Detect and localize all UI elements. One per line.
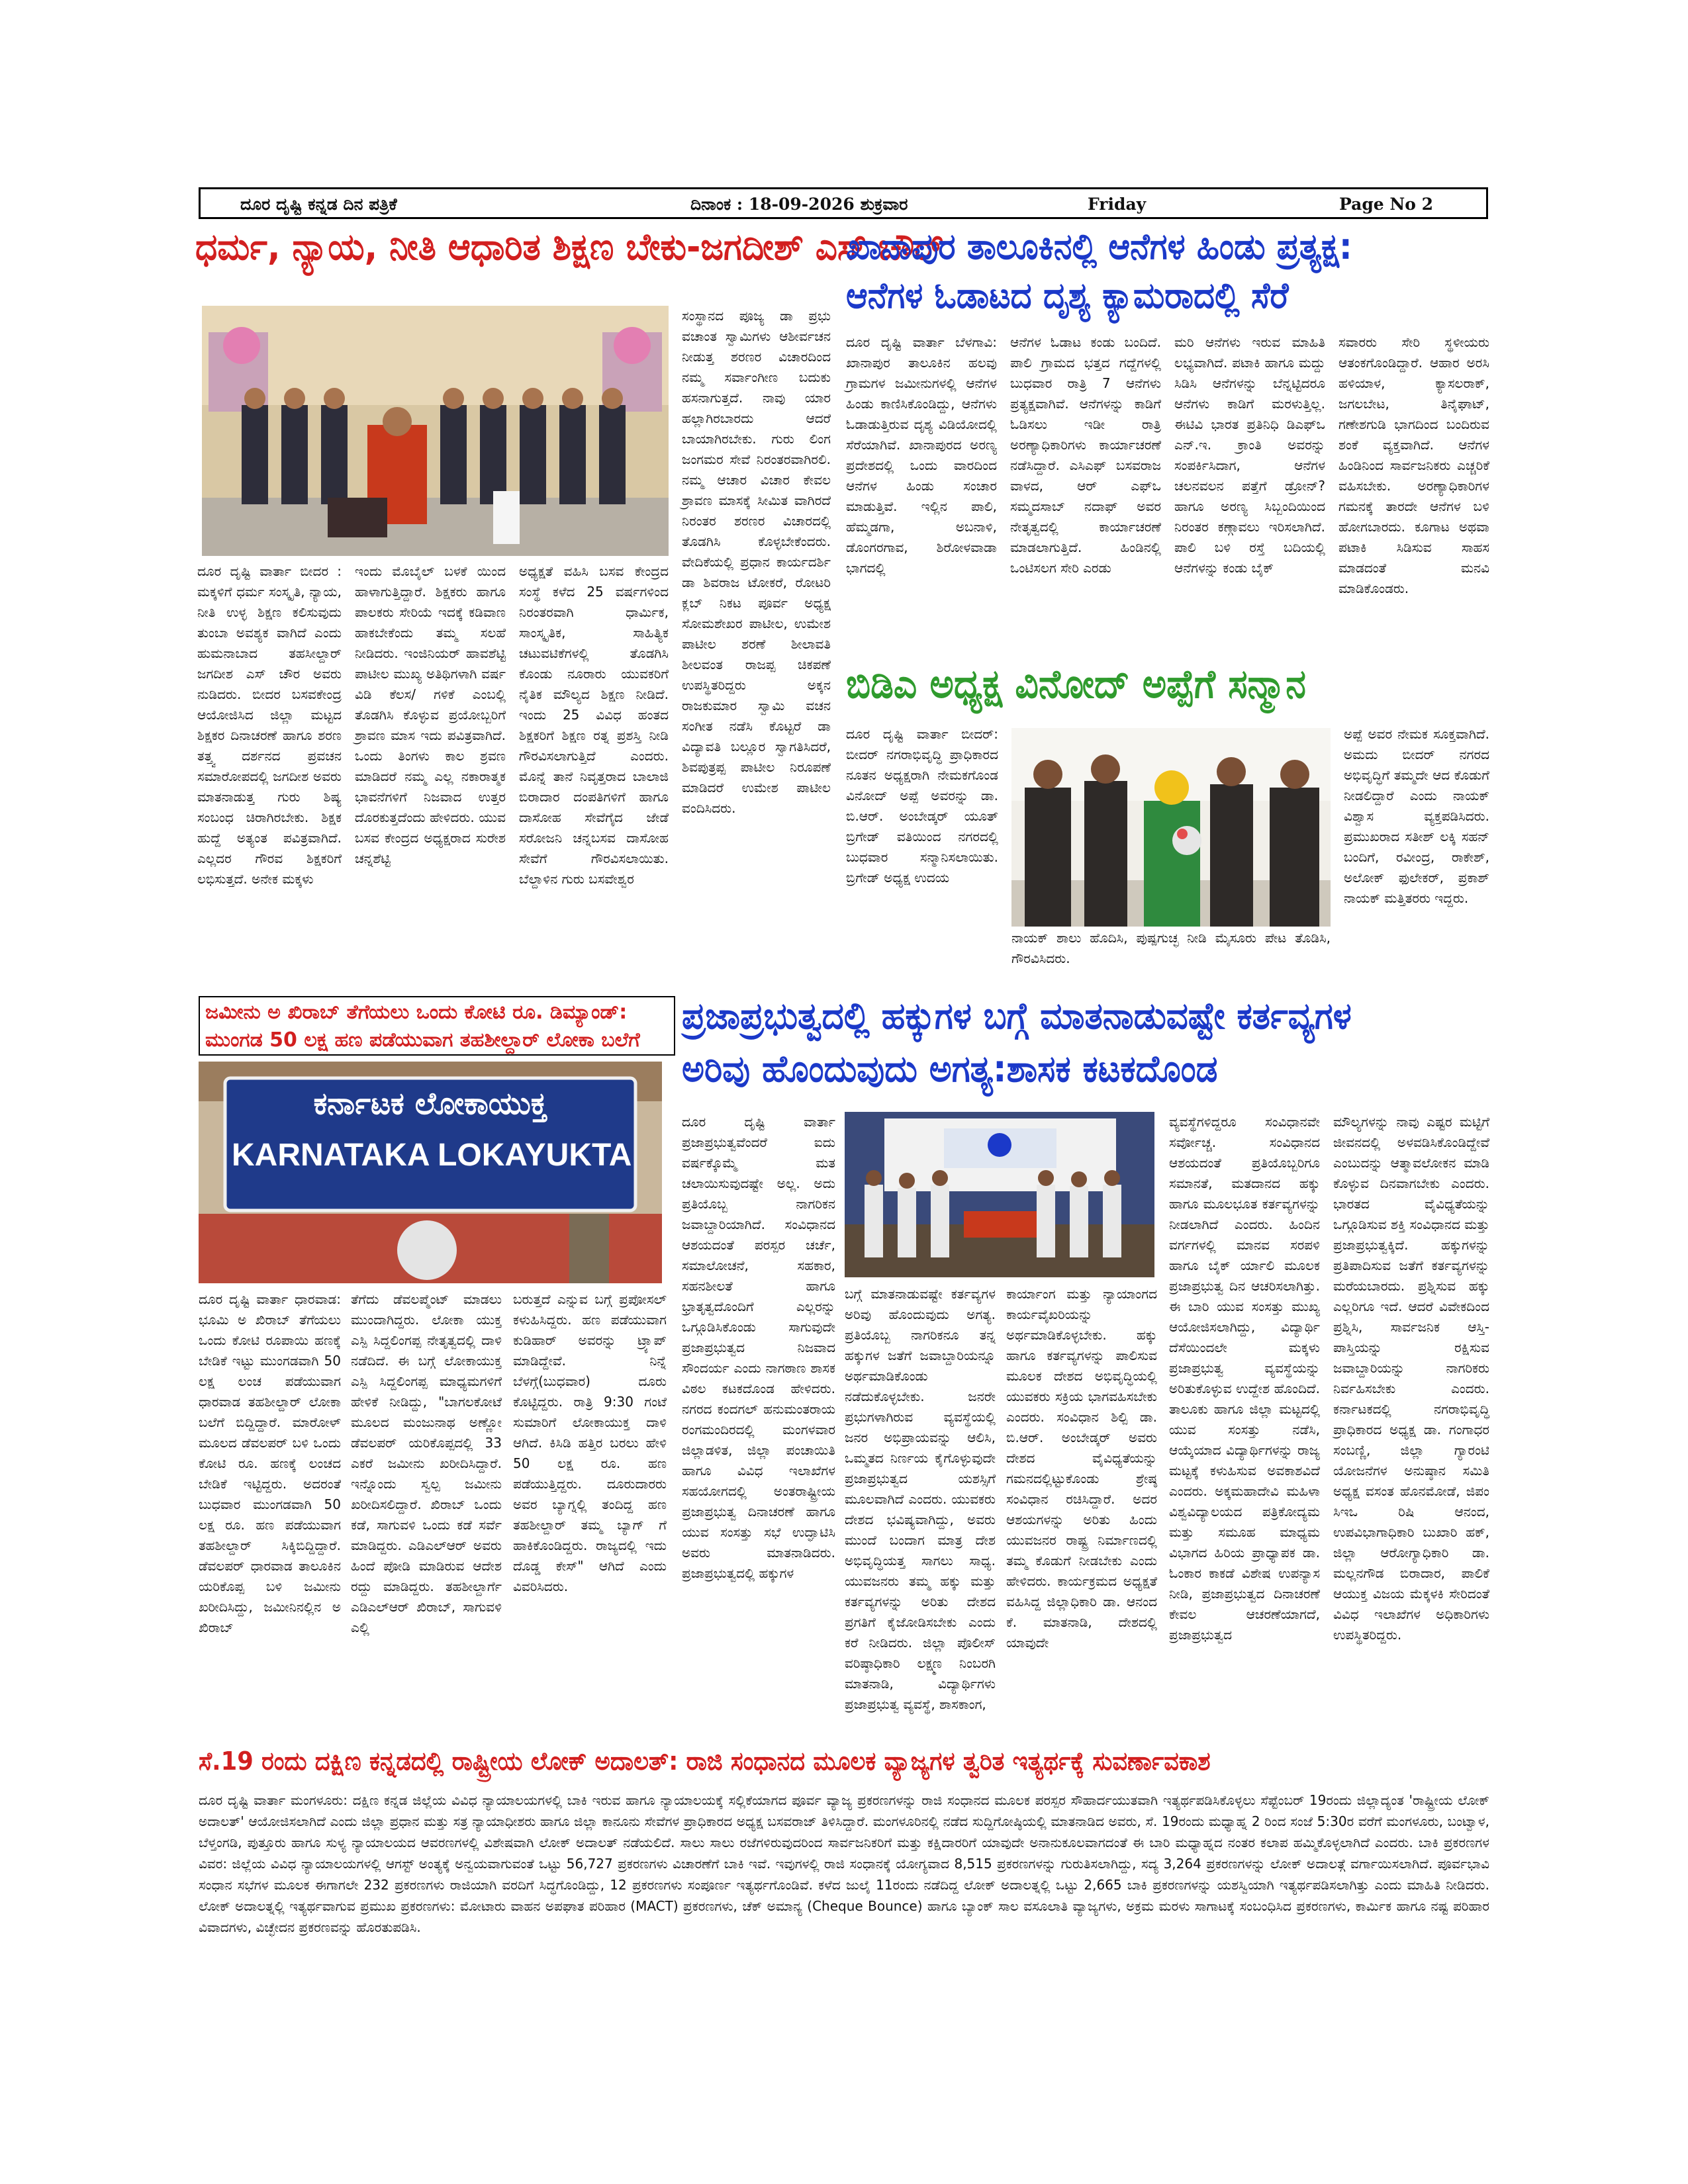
story2-column-3: ಮರಿ ಆನೆಗಳು ಇರುವ ಮಾಹಿತಿ ಲಭ್ಯವಾಗಿದೆ. ಪಟಾಕಿ ಹಾಗೂ ಮದ್ದು ಸಿಡಿಸಿ ಆನೆಗಳನ್ನು ಬೆನ್ನಟ್ಟಿದರೂ ಆನೆಗಳು ಕಾಡಿಗೆ ಮರಳುತ್ತಿಲ್ಲ. ಈಟಿವಿ ಭಾರತ ಪ್ರತಿನಿಧಿ ಡಿಎಫ್ಒ ಎನ್.ಇ. ಕ್ರಾಂತಿ ಅವರನ್ನು ಸಂಪರ್ಕಿಸಿದಾಗ, ಆನೆಗಳ ಚಲನವಲನ ಪತ್ತೆಗೆ ಡ್ರೋನ್? ಹಾಗೂ ಅರಣ್ಯ ಸಿಬ್ಬಂದಿಯಿಂದ ನಿರಂತರ ಕಣ್ಗಾವಲು ಇರಿಸಲಾಗಿದೆ. ಪಾಲಿ ಬಳಿ ರಸ್ತೆ ಬದಿಯಲ್ಲಿ ಆನೆಗಳನ್ನು ಕಂಡು ಬೈಕ್ <box>1174 334 1325 576</box>
story4-headline-line2: ಮುಂಗಡ 50 ಲಕ್ಷ ಹಣ ಪಡೆಯುವಾಗ ತಹಶೀಲ್ದಾರ್ ಲೋಕಾ ಬಲೆಗೆ <box>205 1028 640 1052</box>
story5-headline-line1: ಪ್ರಜಾಪ್ರಭುತ್ವದಲ್ಲಿ ಹಕ್ಕುಗಳ ಬಗ್ಗೆ ಮಾತನಾಡುವಷ್ಟೇ ಕರ್ತವ್ಯಗಳ <box>682 995 1352 1038</box>
story5-column-2: ಬಗ್ಗೆ ಮಾತನಾಡುವಷ್ಟೇ ಕರ್ತವ್ಯಗಳ ಅರಿವು ಹೊಂದುವುದು ಅಗತ್ಯ. ಪ್ರತಿಯೊಬ್ಬ ನಾಗರಿಕನೂ ತನ್ನ ಹಕ್ಕುಗಳ ಜತೆಗೆ ಜವಾಬ್ದಾರಿಯನ್ನೂ ಅರ್ಥಮಾಡಿಕೊಂಡು ನಡೆದುಕೊಳ್ಳಬೇಕು. ಜನರೇ ಪ್ರಭುಗಳಾಗಿರುವ ವ್ಯವಸ್ಥೆಯಲ್ಲಿ ಜನರ ಅಭಿಪ್ರಾಯವನ್ನು ಆಲಿಸಿ, ಒಮ್ಮತದ ನಿರ್ಣಯ ಕೈಗೊಳ್ಳುವುದೇ ಪ್ರಜಾಪ್ರಭುತ್ವದ ಯಶಸ್ಸಿಗೆ ಮೂಲವಾಗಿದೆ ಎಂದರು. ಯುವಕರು ದೇಶದ ಭವಿಷ್ಯವಾಗಿದ್ದು, ಅವರು ಮುಂದೆ ಬಂದಾಗ ಮಾತ್ರ ದೇಶ ಅಭಿವೃದ್ಧಿಯತ್ತ ಸಾಗಲು ಸಾಧ್ಯ. ಯುವಜನರು ತಮ್ಮ ಹಕ್ಕು ಮತ್ತು ಕರ್ತವ್ಯಗಳನ್ನು ಅರಿತು ದೇಶದ ಪ್ರಗತಿಗೆ ಕೈಜೋಡಿಸಬೇಕು ಎಂದು ಕರೆ ನೀಡಿದರು. ಜಿಲ್ಲಾ ಪೊಲೀಸ್ ವರಿಷ್ಠಾಧಿಕಾರಿ ಲಕ್ಷ್ಮಣ ನಿಂಬರಗಿ ಮಾತನಾಡಿ, ವಿದ್ಯಾರ್ಥಿಗಳು ಪ್ರಜಾಪ್ರಭುತ್ವ ವ್ಯವಸ್ಥೆ, ಶಾಸಕಾಂಗ, <box>845 1286 996 1712</box>
story2-headline-line1: ಖಾನಾಪುರ ತಾಲೂಕಿನಲ್ಲಿ ಆನೆಗಳ ಹಿಂಡು ಪ್ರತ್ಯಕ್ಷ: <box>846 226 1352 267</box>
issue-day: Friday <box>1088 195 1147 214</box>
story3-column-1: ದೂರ ದೃಷ್ಟಿ ವಾರ್ತಾ ಬೀದರ್: ಬೀದರ್ ನಗರಾಭಿವೃದ್ಧಿ ಪ್ರಾಧಿಕಾರದ ನೂತನ ಅಧ್ಯಕ್ಷರಾಗಿ ನೇಮಕಗೊಂಡ ವಿನೋದ್ ಅಪ್ಪೆ ಅವರನ್ನು ಡಾ. ಬಿ.ಆರ್. ಅಂಬೇಡ್ಕರ್ ಯೂತ್ ಬ್ರಿಗೇಡ್ ವತಿಯಿಂದ ನಗರದಲ್ಲಿ ಬುಧವಾರ ಸನ್ಮಾನಿಸಲಾಯಿತು. ಬ್ರಿಗೇಡ್ ಅಧ್ಯಕ್ಷ ಉದಯ <box>846 726 998 886</box>
story4-column-1: ದೂರ ದೃಷ್ಟಿ ವಾರ್ತಾ ಧಾರವಾಡ: ಭೂಮಿ ಅ ಖಿರಾಬ್ ತೆಗೆಯಲು ಒಂದು ಕೋಟಿ ರೂಪಾಯಿ ಹಣಕ್ಕೆ ಬೇಡಿಕೆ ಇಟ್ಟು ಮುಂಗಡವಾಗಿ 50 ಲಕ್ಷ ಲಂಚ ಪಡೆಯುವಾಗ ಧಾರವಾಡ ತಹಶೀಲ್ದಾರ್ ಲೋಕಾ ಬಲೆಗೆ ಬಿದ್ದಿದ್ದಾರೆ. ಮಾರೋಳ್ ಮೂಲದ ಡೆವಲಪರ್ ಬಳಿ ಒಂದು ಕೋಟಿ ರೂ. ಹಣಕ್ಕೆ ಲಂಚದ ಬೇಡಿಕೆ ಇಟ್ಟಿದ್ದರು. ಅದರಂತೆ ಬುಧವಾರ ಮುಂಗಡವಾಗಿ 50 ಲಕ್ಷ ರೂ. ಹಣ ಪಡೆಯುವಾಗ ತಹಶೀಲ್ದಾರ್ ಸಿಕ್ಕಿಬಿದ್ದಿದ್ದಾರೆ. ಡೆವಲಪರ್ ಧಾರವಾಡ ತಾಲೂಕಿನ ಯರಿಕೊಪ್ಪ ಬಳಿ ಜಮೀನು ಖರೀದಿಸಿದ್ದು, ಜಮೀನಿನಲ್ಲಿನ ಅ ಖಿರಾಬ್ <box>199 1291 341 1635</box>
story4-headline-line1: ಜಮೀನು ಅ ಖಿರಾಬ್ ತೆಗೆಯಲು ಒಂದು ಕೋಟಿ ರೂ. ಡಿಮ್ಯಾಂಡ್: <box>205 1001 628 1024</box>
story5-column-5: ಮೌಲ್ಯಗಳನ್ನು ನಾವು ಎಷ್ಟರ ಮಟ್ಟಿಗೆ ಜೀವನದಲ್ಲಿ ಅಳವಡಿಸಿಕೊಂಡಿದ್ದೇವೆ ಎಂಬುದನ್ನು ಆತ್ಮಾವಲೋಕನ ಮಾಡಿ ಕೊಳ್ಳುವ ದಿನವಾಗಬೇಕು ಎಂದರು. ಭಾರತದ ವೈವಿಧ್ಯತೆಯನ್ನು ಒಗ್ಗೂಡಿಸುವ ಶಕ್ತಿ ಸಂವಿಧಾನದ ಮತ್ತು ಪ್ರಜಾಪ್ರಭುತ್ವಕ್ಕಿದೆ. ಹಕ್ಕುಗಳನ್ನು ಪ್ರತಿಪಾದಿಸುವ ಜತೆಗೆ ಕರ್ತವ್ಯಗಳನ್ನು ಮರೆಯಬಾರದು. ಪ್ರಶ್ನಿಸುವ ಹಕ್ಕು ಎಲ್ಲರಿಗೂ ಇದೆ. ಆದರೆ ವಿವೇಕದಿಂದ ಪ್ರಶ್ನಿಸಿ, ಸಾರ್ವಜನಿಕ ಆಸ್ತಿ-ಪಾಸ್ತಿಯನ್ನು ರಕ್ಷಿಸುವ ಜವಾಬ್ದಾರಿಯನ್ನು ನಾಗರಿಕರು ನಿರ್ವಹಿಸಬೇಕು ಎಂದರು. ಕರ್ನಾಟಕದಲ್ಲಿ ನಗರಾಭಿವೃದ್ಧಿ ಪ್ರಾಧಿಕಾರದ ಅಧ್ಯಕ್ಷ ಡಾ. ಗಂಗಾಧರ ಸಂಬಣ್ಣಿ, ಜಿಲ್ಲಾ ಗ್ಯಾರಂಟಿ ಯೋಜನೆಗಳ ಅನುಷ್ಠಾನ ಸಮಿತಿ ಅಧ್ಯಕ್ಷ ವಸಂತ ಹೊನಮೋಡೆ, ಜಿಪಂ ಸಿಇಒ ರಿಷಿ ಆನಂದ, ಉಪವಿಭಾಗಾಧಿಕಾರಿ ಬುಖಾರಿ ಹಕ್, ಜಿಲ್ಲಾ ಆರೋಗ್ಯಾಧಿಕಾರಿ ಡಾ. ಮಲ್ಲನಗೌಡ ಬಿರಾದಾರ, ಪಾಲಿಕೆ ಆಯುಕ್ತ ವಿಜಯ ಮೆಕ್ಕಳಕಿ ಸೇರಿದಂತೆ ವಿವಿಧ ಇಲಾಖೆಗಳ ಅಧಿಕಾರಿಗಳು ಉಪಸ್ಥಿತರಿದ್ದರು. <box>1333 1114 1489 1643</box>
story2-column-1: ದೂರ ದೃಷ್ಟಿ ವಾರ್ತಾ ಬೆಳಗಾವಿ: ಖಾನಾಪುರ ತಾಲೂಕಿನ ಹಲವು ಗ್ರಾಮಗಳ ಜಮೀನುಗಳಲ್ಲಿ ಆನೆಗಳ ಹಿಂಡು ಕಾಣಿಸಿಕೊಂಡಿದ್ದು, ಆನೆಗಳು ಓಡಾಡುತ್ತಿರುವ ದೃಶ್ಯ ವಿಡಿಯೋದಲ್ಲಿ ಸೆರೆಯಾಗಿವೆ. ಖಾನಾಪುರದ ಅರಣ್ಯ ಪ್ರದೇಶದಲ್ಲಿ ಒಂದು ವಾರದಿಂದ ಆನೆಗಳ ಹಿಂಡು ಸಂಚಾರ ಮಾಡುತ್ತಿವೆ. ಇಲ್ಲಿನ ಪಾಲಿ, ಹೆಮ್ಮಡಗಾ, ಅಬನಾಳಿ, ಡೊಂಗರಗಾವ, ಶಿರೋಳವಾಡಾ ಭಾಗದಲ್ಲಿ <box>846 334 997 576</box>
paper-name: ದೂರ ದೃಷ್ಟಿ ಕನ್ನಡ ದಿನ ಪತ್ರಿಕೆ <box>240 195 397 214</box>
story4-column-3: ಬರುತ್ತದೆ ಎನ್ನುವ ಬಗ್ಗೆ ಪ್ರಪೋಸಲ್ ಕಳುಹಿಸಿದ್ದರು. ಹಣ ಪಡೆಯುವಾಗ ಕುಡಿಹಾರ್ ಅವರನ್ನು ಟ್ರ್ಯಾಪ್ ಮಾಡಿದ್ದೇವೆ. ನಿನ್ನೆ ಬೆಳಗ್ಗೆ(ಬುಧವಾರ) ದೂರು ಕೊಟ್ಟಿದ್ದರು. ರಾತ್ರಿ 9:30 ಗಂಟೆ ಸುಮಾರಿಗೆ ಲೋಕಾಯುಕ್ತ ದಾಳಿ ಆಗಿದೆ. ಕಿಸಿಡಿ ಹತ್ತಿರ ಬರಲು ಹೇಳಿ 50 ಲಕ್ಷ ರೂ. ಹಣ ಪಡೆಯುತ್ತಿದ್ದರು. ದೂರುದಾರರು ಅವರ ಬ್ಯಾಗ್ನಲ್ಲಿ ತಂದಿದ್ದ ಹಣ ತಹಶೀಲ್ದಾರ್ ತಮ್ಮ ಬ್ಯಾಗ್ ಗೆ ಹಾಕಿಕೊಂಡಿದ್ದರು. ರಾಜ್ಯದಲ್ಲಿ ಇದು ದೊಡ್ಡ ಕೇಸ್" ಆಗಿದೆ ಎಂದು ವಿವರಿಸಿದರು. <box>513 1291 667 1594</box>
story5-column-3: ಕಾರ್ಯಾಂಗ ಮತ್ತು ನ್ಯಾಯಾಂಗದ ಕಾರ್ಯವೈಖರಿಯನ್ನು ಅರ್ಥಮಾಡಿಕೊಳ್ಳಬೇಕು. ಹಕ್ಕು ಹಾಗೂ ಕರ್ತವ್ಯಗಳನ್ನು ಪಾಲಿಸುವ ಮೂಲಕ ದೇಶದ ಅಭಿವೃದ್ಧಿಯಲ್ಲಿ ಯುವಕರು ಸಕ್ರಿಯ ಭಾಗವಹಿಸಬೇಕು ಎಂದರು. ಸಂವಿಧಾನ ಶಿಲ್ಪಿ ಡಾ. ಬಿ.ಆರ್. ಅಂಬೇಡ್ಕರ್ ಅವರು ದೇಶದ ವೈವಿಧ್ಯತೆಯನ್ನು ಗಮನದಲ್ಲಿಟ್ಟುಕೊಂಡು ಶ್ರೇಷ್ಠ ಸಂವಿಧಾನ ರಚಿಸಿದ್ದಾರೆ. ಅದರ ಆಶಯಗಳನ್ನು ಅರಿತು ಹಿಂದು ಯುವಜನರ ರಾಷ್ಟ್ರ ನಿರ್ಮಾಣದಲ್ಲಿ ತಮ್ಮ ಕೊಡುಗೆ ನೀಡಬೇಕು ಎಂದು ಹೇಳಿದರು. ಕಾರ್ಯಕ್ರಮದ ಅಧ್ಯಕ್ಷತೆ ವಹಿಸಿದ್ದ ಜಿಲ್ಲಾಧಿಕಾರಿ ಡಾ. ಆನಂದ ಕೆ. ಮಾತನಾಡಿ, ದೇಶದಲ್ಲಿ ಯಾವುದೇ <box>1006 1286 1157 1651</box>
story6-headline: ಸೆ.19 ರಂದು ದಕ್ಷಿಣ ಕನ್ನಡದಲ್ಲಿ ರಾಷ್ಟ್ರೀಯ ಲೋಕ್ ಅದಾಲತ್: ರಾಜಿ ಸಂಧಾನದ ಮೂಲಕ ವ್ಯಾಜ್ಯಗಳ ತ್ವರಿತ ಇತ್ಯರ್ಥಕ್ಕೆ ಸುವರ್ಣಾವಕಾಶ <box>199 1747 1211 1776</box>
lokayukta-sign-kannada: ಕರ್ನಾಟಕ ಲೋಕಾಯುಕ್ತ <box>313 1085 547 1121</box>
story2-column-4: ಸವಾರರು ಸೇರಿ ಸ್ಥಳೀಯರು ಆತಂಕಗೊಂಡಿದ್ದಾರೆ. ಆಹಾರ ಅರಸಿ ಹಳಿಯಾಳ, ಕ್ಯಾಸಲರಾಕ್, ಜಗಲಬೇಟ, ತಿನೈಘಾಟ್, ಗಣೇಶಗುಡಿ ಭಾಗದಿಂದ ಬಂದಿರುವ ಶಂಕೆ ವ್ಯಕ್ತವಾಗಿದೆ. ಆನೆಗಳ ಹಿಂಡಿನಿಂದ ಸಾರ್ವಜನಿಕರು ಎಚ್ಚರಿಕೆ ವಹಿಸಬೇಕು. ಅರಣ್ಯಾಧಿಕಾರಿಗಳ ಗಮನಕ್ಕೆ ತಾರದೇ ಆನೆಗಳ ಬಳಿ ಹೋಗಬಾರದು. ಕೂಗಾಟ ಅಥವಾ ಪಟಾಕಿ ಸಿಡಿಸುವ ಸಾಹಸ ಮಾಡದಂತೆ ಮನವಿ ಮಾಡಿಕೊಂಡರು. <box>1338 334 1489 596</box>
story1-photo <box>202 306 669 556</box>
page-number: Page No 2 <box>1339 195 1434 214</box>
story5-column-4: ವ್ಯವಸ್ಥೆಗಳಿದ್ದರೂ ಸಂವಿಧಾನವೇ ಸರ್ವೋಚ್ಚ. ಸಂವಿಧಾನದ ಆಶಯದಂತೆ ಪ್ರತಿಯೊಬ್ಬರಿಗೂ ಸಮಾನತೆ, ಮತದಾನದ ಹಕ್ಕು ಹಾಗೂ ಮೂಲಭೂತ ಕರ್ತವ್ಯಗಳನ್ನು ನೀಡಲಾಗಿದೆ ಎಂದರು. ಹಿಂದಿನ ವರ್ಗಗಳಲ್ಲಿ ಮಾನವ ಸರಪಳಿ ಹಾಗೂ ಬೈಕ್ ರ್ಯಾಲಿ ಮೂಲಕ ಪ್ರಜಾಪ್ರಭುತ್ವ ದಿನ ಆಚರಿಸಲಾಗಿತ್ತು. ಈ ಬಾರಿ ಯುವ ಸಂಸತ್ತು ಮುಖ್ಯ ಆಯೋಜಿಸಲಾಗಿದ್ದು, ವಿದ್ಯಾರ್ಥಿ ದೆಸೆಯಿಂದಲೇ ಮಕ್ಕಳು ಪ್ರಜಾಪ್ರಭುತ್ವ ವ್ಯವಸ್ಥೆಯನ್ನು ಅರಿತುಕೊಳ್ಳುವ ಉದ್ದೇಶ ಹೊಂದಿದೆ. ತಾಲೂಕು ಹಾಗೂ ಜಿಲ್ಲಾ ಮಟ್ಟದಲ್ಲಿ ಯುವ ಸಂಸತ್ತು ನಡೆಸಿ, ಆಯ್ಕೆಯಾದ ವಿದ್ಯಾರ್ಥಿಗಳನ್ನು ರಾಜ್ಯ ಮಟ್ಟಕ್ಕೆ ಕಳುಹಿಸುವ ಅವಕಾಶವಿದೆ ಎಂದರು. ಅಕ್ಕಮಹಾದೇವಿ ಮಹಿಳಾ ವಿಶ್ವವಿದ್ಯಾಲಯದ ಪತ್ರಿಕೋದ್ಯಮ ಮತ್ತು ಸಮೂಹ ಮಾಧ್ಯಮ ವಿಭಾಗದ ಹಿರಿಯ ಪ್ರಾಧ್ಯಾಪಕ ಡಾ. ಓಂಕಾರ ಕಾಕಡೆ ವಿಶೇಷ ಉಪನ್ಯಾಸ ನೀಡಿ, ಪ್ರಜಾಪ್ರಭುತ್ವದ ದಿನಾಚರಣೆ ಕೇವಲ ಆಚರಣೆಯಾಗದೆ, ಪ್ರಜಾಪ್ರಭುತ್ವದ <box>1169 1114 1320 1643</box>
masthead-bar <box>199 187 1488 219</box>
story1-column-4: ಸಂಸ್ಥಾನದ ಪೂಜ್ಯ ಡಾ ಪ್ರಭು ವಚಾಂತ ಸ್ವಾಮಿಗಳು ಆಶೀರ್ವಚನ ನೀಡುತ್ತ ಶರಣರ ವಿಚಾರದಿಂದ ನಮ್ಮ ಸರ್ವಾಂಗೀಣ ಬದುಕು ಹಸನಾಗುತ್ತದೆ. ನಾವು ಯಾರ ಹಲ್ಲಾಗಿರಬಾರದು ಆದರೆ ಬಾಯಾಗಿರಬೇಕು. ಗುರು ಲಿಂಗ ಜಂಗಮರ ಸೇವೆ ನಿರಂತರವಾಗಿರಲಿ. ನಮ್ಮ ಆಚಾರ ವಿಚಾರ ಕೇವಲ ಶ್ರಾವಣ ಮಾಸಕ್ಕೆ ಸೀಮಿತ ವಾಗಿರದೆ ನಿರಂತರ ಶರಣರ ವಿಚಾರದಲ್ಲಿ ತೊಡಗಿಸಿ ಕೊಳ್ಳಬೇಕೆಂದರು. ವೇದಿಕೆಯಲ್ಲಿ ಪ್ರಧಾನ ಕಾರ್ಯದರ್ಶಿ ಡಾ ಶಿವರಾಜ ಟೋಕರೆ, ರೋಟರಿ ಕ್ಲಬ್ ನಿಕಟ ಪೂರ್ವ ಅಧ್ಯಕ್ಷ ಸೋಮಶೇಖರ ಪಾಟೀಲ, ಉಮೇಶ ಪಾಟೀಲ ಶರಣೆ ಶೀಲಾವತಿ ಶೀಲವಂತ ರಾಜಪ್ಪ ಚಿಕಪಣೆ ಉಪಸ್ಥಿತರಿದ್ದರು ಅಕ್ಕನ ರಾಜಕುಮಾರ ಸ್ವಾಮಿ ವಚನ ಸಂಗೀತ ನಡೆಸಿ ಕೊಟ್ಟರೆ ಡಾ ವಿದ್ಯಾವತಿ ಬಲ್ಲೂರ ಸ್ವಾಗತಿಸಿದರೆ, ಶಿವಪುತ್ರಪ್ಪ ಪಾಟೀಲ ನಿರೂಪಣೆ ಮಾಡಿದರೆ ಉಮೇಶ ಪಾಟೀಲ ವಂದಿಸಿದರು. <box>682 308 831 816</box>
story1-column-3: ಅಧ್ಯಕ್ಷತೆ ವಹಿಸಿ ಬಸವ ಕೇಂದ್ರದ ಸಂಸ್ಥೆ ಕಳೆದ 25 ವರ್ಷಗಳಿಂದ ನಿರಂತರವಾಗಿ ಧಾರ್ಮಿಕ, ಸಾಂಸ್ಕೃತಿಕ, ಸಾಹಿತ್ಯಿಕ ಚಟುವಟಿಕೆಗಳಲ್ಲಿ ತೊಡಗಿಸಿ ಕೊಂಡು ನೂರಾರು ಯುವಕರಿಗೆ ನೈತಿಕ ಮೌಲ್ಯದ ಶಿಕ್ಷಣ ನೀಡಿದೆ. ಇಂದು 25 ವಿವಿಧ ಹಂತದ ಶಿಕ್ಷಕರಿಗೆ ಶಿಕ್ಷಣ ರತ್ನ ಪ್ರಶಸ್ತಿ ನೀಡಿ ಗೌರವಿಸಲಾಗುತ್ತಿದೆ ಎಂದರು. ಮೊನ್ನೆ ತಾನೆ ನಿವೃತ್ತರಾದ ಬಾಲಾಜಿ ಬಿರಾದಾರ ದಂಪತಿಗಳಿಗೆ ಹಾಗೂ ದಾಸೋಹ ಸೇವೆಗೈದ ಜೇಡೆ ಸರೋಜನಿ ಚನ್ನಬಸವ ದಾಸೋಹ ಸೇವೆಗೆ ಗೌರವಿಸಲಾಯಿತು. ಬೆಲ್ದಾಳಿನ ಗುರು ಬಸವೇಶ್ವರ <box>519 563 669 887</box>
story4-headline <box>199 996 675 1056</box>
story2-column-2: ಆನೆಗಳ ಓಡಾಟ ಕಂಡು ಬಂದಿದೆ. ಪಾಲಿ ಗ್ರಾಮದ ಭತ್ತದ ಗದ್ದೆಗಳಲ್ಲಿ ಬುಧವಾರ ರಾತ್ರಿ 7 ಆನೆಗಳು ಪ್ರತ್ಯಕ್ಷವಾಗಿವೆ. ಆನೆಗಳನ್ನು ಕಾಡಿಗೆ ಓಡಿಸಲು ಇಡೀ ರಾತ್ರಿ ಅರಣ್ಯಾಧಿಕಾರಿಗಳು ಕಾರ್ಯಾಚರಣೆ ನಡೆಸಿದ್ದಾರೆ. ಎಸಿಎಫ್ ಬಸವರಾಜ ವಾಳದ, ಆರ್ ಎಫ್ಒ ಸಮ್ಮದಸಾಬ್ ನದಾಫ್ ಅವರ ನೇತೃತ್ವದಲ್ಲಿ ಕಾರ್ಯಾಚರಣೆ ಮಾಡಲಾಗುತ್ತಿದೆ. ಹಿಂಡಿನಲ್ಲಿ ಒಂಟಿಸಲಗ ಸೇರಿ ಎರಡು <box>1010 334 1161 576</box>
story6-body: ದೂರ ದೃಷ್ಟಿ ವಾರ್ತಾ ಮಂಗಳೂರು: ದಕ್ಷಿಣ ಕನ್ನಡ ಜಿಲ್ಲೆಯ ವಿವಿಧ ನ್ಯಾಯಾಲಯಗಳಲ್ಲಿ ಬಾಕಿ ಇರುವ ಹಾಗೂ ನ್ಯಾಯಾಲಯಕ್ಕೆ ಸಲ್ಲಿಕೆಯಾಗದ ಪೂರ್ವ ವ್ಯಾಜ್ಯ ಪ್ರಕರಣಗಳನ್ನು ರಾಜಿ ಸಂಧಾನದ ಮೂಲಕ ಪರಸ್ಪರ ಸೌಹಾರ್ದಯುತವಾಗಿ ಇತ್ಯರ್ಥಪಡಿಸಿಕೊಳ್ಳಲು ಸೆಪ್ಟೆಂಬರ್ 19ರಂದು ಜಿಲ್ಲಾದ್ಯಂತ 'ರಾಷ್ಟ್ರೀಯ ಲೋಕ್ ಅದಾಲತ್' ಆಯೋಜಿಸಲಾಗಿದೆ ಎಂದು ಜಿಲ್ಲಾ ಪ್ರಧಾನ ಮತ್ತು ಸತ್ರ ನ್ಯಾಯಾಧೀಶರು ಹಾಗೂ ಜಿಲ್ಲಾ ಕಾನೂನು ಸೇವೆಗಳ ಪ್ರಾಧಿಕಾರದ ಅಧ್ಯಕ್ಷ ಬಸವರಾಜ್ ತಿಳಿಸಿದ್ದಾರೆ. ಮಂಗಳೂರಿನಲ್ಲಿ ನಡೆದ ಸುದ್ದಿಗೋಷ್ಠಿಯಲ್ಲಿ ಮಾತನಾಡಿದ ಅವರು, ಸೆ. 19ರಂದು ಮಧ್ಯಾಹ್ನ 2 ರಿಂದ ಸಂಜೆ 5:30ರ ವರೆಗೆ ಮಂಗಳೂರು, ಬಂಟ್ವಾಳ, ಬೆಳ್ತಂಗಡಿ, ಪುತ್ತೂರು ಹಾಗೂ ಸುಳ್ಯ ನ್ಯಾಯಾಲಯದ ಆವರಣಗಳಲ್ಲಿ ವಿಶೇಷವಾಗಿ ಲೋಕ್ ಅದಾಲತ್ ನಡೆಯಲಿದೆ. ಸಾಲು ಸಾಲು ರಜೆಗಳಿರುವುದರಿಂದ ಸಾರ್ವಜನಿಕರಿಗೆ ಮತ್ತು ಕಕ್ಷಿದಾರರಿಗೆ ಯಾವುದೇ ಅನಾನುಕೂಲವಾಗದಂತೆ ಈ ಬಾರಿ ಮಧ್ಯಾಹ್ನದ ನಂತರ ಕಲಾಪ ಹಮ್ಮಿಕೊಳ್ಳಲಾಗಿದೆ ಎಂದರು. ಬಾಕಿ ಪ್ರಕರಣಗಳ ವಿವರ: ಜಿಲ್ಲೆಯ ವಿವಿಧ ನ್ಯಾಯಾಲಯಗಳಲ್ಲಿ ಆಗಸ್ಟ್ ಅಂತ್ಯಕ್ಕೆ ಅನ್ವಯವಾಗುವಂತೆ ಒಟ್ಟು 56,727 ಪ್ರಕರಣಗಳು ವಿಚಾರಣೆಗೆ ಬಾಕಿ ಇವೆ. ಇವುಗಳಲ್ಲಿ ರಾಜಿ ಸಂಧಾನಕ್ಕೆ ಯೋಗ್ಯವಾದ 8,515 ಪ್ರಕರಣಗಳನ್ನು ಗುರುತಿಸಲಾಗಿದ್ದು, ಸದ್ಯ 3,264 ಪ್ರಕರಣಗಳನ್ನು ಲೋಕ್ ಅದಾಲತ್ಗೆ ವರ್ಗಾಯಿಸಲಾಗಿದೆ. ಪೂರ್ವಭಾವಿ ಸಂಧಾನ ಸಭೆಗಳ ಮೂಲಕ ಈಗಾಗಲೇ 232 ಪ್ರಕರಣಗಳು ರಾಜಿಯಾಗಿ ವರದಿಗೆ ಸಿದ್ಧಗೊಂಡಿದ್ದು, 12 ಪ್ರಕರಣಗಳು ಸಂಪೂರ್ಣ ಇತ್ಯರ್ಥಗೊಂಡಿವೆ. ಕಳೆದ ಜುಲೈ 11ರಂದು ನಡೆದಿದ್ದ ಲೋಕ್ ಅದಾಲತ್ನಲ್ಲಿ ಒಟ್ಟು 2,665 ಬಾಕಿ ಪ್ರಕರಣಗಳನ್ನು ಯಶಸ್ವಿಯಾಗಿ ಇತ್ಯರ್ಥಪಡಿಸಲಾಗಿತ್ತು ಎಂದು ಮಾಹಿತಿ ನೀಡಿದರು. ಲೋಕ್ ಅದಾಲತ್ನಲ್ಲಿ ಇತ್ಯರ್ಥವಾಗುವ ಪ್ರಮುಖ ಪ್ರಕರಣಗಳು: ಮೋಟಾರು ವಾಹನ ಅಪಘಾತ ಪರಿಹಾರ (MACT) ಪ್ರಕರಣಗಳು, ಚೆಕ್ ಅಮಾನ್ಯ (Cheque Bounce) ಹಾಗೂ ಬ್ಯಾಂಕ್ ಸಾಲ ವಸೂಲಾತಿ ವ್ಯಾಜ್ಯಗಳು, ಅಕ್ರಮ ಮರಳು ಸಾಗಾಟಕ್ಕೆ ಸಂಬಂಧಿಸಿದ ಪ್ರಕರಣಗಳು, ಕಾರ್ಮಿಕ ಹಾಗೂ ನಷ್ಟ ಪರಿಹಾರ ವಿವಾದಗಳು, ವಿಚ್ಛೇದನ ಪ್ರಕರಣವನ್ನು ಹೊರತುಪಡಿಸಿ. <box>199 1792 1489 1935</box>
story5-headline-line2: ಅರಿವು ಹೊಂದುವುದು ಅಗತ್ಯ:ಶಾಸಕ ಕಟಕದೊಂಡ <box>682 1048 1218 1091</box>
story5-photo <box>845 1112 1154 1277</box>
story2-headline-line2: ಆನೆಗಳ ಓಡಾಟದ ದೃಶ್ಯ ಕ್ಯಾಮರಾದಲ್ಲಿ ಸೆರೆ <box>846 275 1289 316</box>
story3-photo-caption: ನಾಯಕ್ ಶಾಲು ಹೊದಿಸಿ, ಪುಷ್ಪಗುಚ್ಛ ನೀಡಿ ಮೈಸೂರು ಪೇಟ ತೊಡಿಸಿ, ಗೌರವಿಸಿದರು. <box>1011 930 1331 966</box>
story3-headline: ಬಿಡಿಎ ಅಧ್ಯಕ್ಷ ವಿನೋದ್ ಅಪ್ಪೆಗೆ ಸನ್ಮಾನ <box>846 661 1306 707</box>
issue-date: ದಿನಾಂಕ : 18-09-2026 ಶುಕ್ರವಾರ <box>690 195 908 214</box>
story3-column-2: ಅಪ್ಪೆ ಅವರ ನೇಮಕ ಸೂಕ್ತವಾಗಿದೆ. ಅಮದು ಬೀದರ್ ನಗರದ ಅಭಿವೃದ್ಧಿಗೆ ತಮ್ಮದೇ ಆದ ಕೊಡುಗೆ ನೀಡಲಿದ್ದಾರೆ ಎಂದು ನಾಯಕ್ ವಿಶ್ವಾಸ ವ್ಯಕ್ತಪಡಿಸಿದರು. ಪ್ರಮುಖರಾದ ಸತೀಶ್ ಲಕ್ಕಿ ಸಹನ್ ಬಂದಿಗೆ, ರವೀಂದ್ರ, ರಾಕೇಶ್, ಅಲೋಕ್ ಫುಲೇಕರ್, ಪ್ರಕಾಶ್ ನಾಯಕ್ ಮತ್ತಿತರರು ಇದ್ದರು. <box>1344 726 1489 906</box>
lokayukta-sign-english: KARNATAKA LOKAYUKTA <box>232 1138 632 1173</box>
story3-photo <box>1011 728 1331 927</box>
story4-column-2: ತೆಗೆದು ಡೆವಲಪ್ಮೆಂಟ್ ಮಾಡಲು ಮುಂದಾಗಿದ್ದರು. ಲೋಕಾ ಯುಕ್ತ ಎಸ್ಪಿ ಸಿದ್ದಲಿಂಗಪ್ಪ ನೇತೃತ್ವದಲ್ಲಿ ದಾಳಿ ನಡೆದಿದೆ. ಈ ಬಗ್ಗೆ ಲೋಕಾಯುಕ್ತ ಎಸ್ಪಿ ಸಿದ್ದಲಿಂಗಪ್ಪ ಮಾಧ್ಯಮಗಳಿಗೆ ಹೇಳಿಕೆ ನೀಡಿದ್ದು, "ಬಾಗಲಕೋಟೆ ಮೂಲದ ಮಂಜುನಾಥ ಅಣ್ಣೋ ಡೆವಲಪರ್ ಯರಿಕೊಪ್ಪದಲ್ಲಿ 33 ಎಕರೆ ಜಮೀನು ಖರೀದಿಸಿದ್ದಾರೆ. ಇನ್ನೊಂದು ಸ್ವಲ್ಪ ಜಮೀನು ಖರೀದಿಸಲಿದ್ದಾರೆ. ಖಿರಾಬ್ ಒಂದು ಕಡೆ, ಸಾಗುವಳಿ ಒಂದು ಕಡೆ ಸರ್ವೆ ಮಾಡಿದ್ದರು. ಎಡಿಎಲ್ಆರ್ ಅವರು ಹಿಂದೆ ಪೋಡಿ ಮಾಡಿರುವ ಆದೇಶ ರದ್ದು ಮಾಡಿದ್ದರು. ತಹಶೀಲ್ದಾರ್ಗೆ ಎಡಿಎಲ್ಆರ್ ಖಿರಾಬ್, ಸಾಗುವಳಿ ಎಲ್ಲಿ <box>351 1291 502 1635</box>
story1-column-2: ಇಂದು ಮೊಬೈಲ್ ಬಳಕೆ ಯಿಂದ ಹಾಳಾಗುತ್ತಿದ್ದಾರೆ. ಶಿಕ್ಷಕರು ಹಾಗೂ ಪಾಲಕರು ಸೇರಿಯೆ ಇದಕ್ಕೆ ಕಡಿವಾಣ ಹಾಕಬೇಕೆಂದು ತಮ್ಮ ಸಲಹೆ ನೀಡಿದರು. ಇಂಜಿನಿಯರ್ ಹಾವಶೆಟ್ಟಿ ಪಾಟೀಲ ಮುಖ್ಯ ಅತಿಥಿಗಳಾಗಿ ವರ್ಷ ವಿಡಿ ಕೆಲಸ/ ಗಳಿಕೆ ಎಂಬಲ್ಲಿ ತೊಡಗಿಸಿ ಕೊಳ್ಳುವ ಪ್ರಯೋಬ್ಬರಿಗೆ ಶ್ರಾವಣ ಮಾಸ ಇದು ಪವಿತ್ರವಾಗಿದೆ. ಒಂದು ತಿಂಗಳು ಕಾಲ ಶ್ರವಣ ಮಾಡಿದರೆ ನಮ್ಮ ಎಲ್ಲ ನಕಾರಾತ್ಮಕ ಭಾವನೆಗಳಿಗೆ ನಿಜವಾದ ಉತ್ತರ ದೊರಕುತ್ತದೆಂದು ಹೇಳಿದರು. ಯುವ ಬಸವ ಕೇಂದ್ರದ ಅಧ್ಯಕ್ಷರಾದ ಸುರೇಶ ಚನ್ನಶೆಟ್ಟಿ <box>355 563 506 866</box>
story5-column-1: ದೂರ ದೃಷ್ಟಿ ವಾರ್ತಾ ಪ್ರಜಾಪ್ರಭುತ್ವವೆಂದರೆ ಐದು ವರ್ಷಕ್ಕೊಮ್ಮೆ ಮತ ಚಲಾಯಿಸುವುದಷ್ಟೇ ಅಲ್ಲ. ಅದು ಪ್ರತಿಯೊಬ್ಬ ನಾಗರಿಕನ ಜವಾಬ್ದಾರಿಯಾಗಿದೆ. ಸಂವಿಧಾನದ ಆಶಯದಂತೆ ಪರಸ್ಪರ ಚರ್ಚೆ, ಸಮಾಲೋಚನೆ, ಸಹಕಾರ, ಸಹನಶೀಲತೆ ಹಾಗೂ ಭ್ರಾತೃತ್ವದೊಂದಿಗೆ ಎಲ್ಲರನ್ನು ಒಗ್ಗೂಡಿಸಿಕೊಂಡು ಸಾಗುವುದೇ ಪ್ರಜಾಪ್ರಭುತ್ವದ ನಿಜವಾದ ಸೌಂದರ್ಯ ಎಂದು ನಾಗಠಾಣ ಶಾಸಕ ವಿಠಲ ಕಟಕದೊಂಡ ಹೇಳಿದರು. ನಗರದ ಕಂದಗಲ್ ಹನುಮಂತರಾಯ ರಂಗಮಂದಿರದಲ್ಲಿ ಮಂಗಳವಾರ ಜಿಲ್ಲಾಡಳಿತ, ಜಿಲ್ಲಾ ಪಂಚಾಯಿತಿ ಹಾಗೂ ವಿವಿಧ ಇಲಾಖೆಗಳ ಸಹಯೋಗದಲ್ಲಿ ಅಂತರಾಷ್ಟ್ರೀಯ ಪ್ರಜಾಪ್ರಭುತ್ವ ದಿನಾಚರಣೆ ಹಾಗೂ ಯುವ ಸಂಸತ್ತು ಸಭೆ ಉದ್ಘಾಟಿಸಿ ಅವರು ಮಾತನಾಡಿದರು. ಪ್ರಜಾಪ್ರಭುತ್ವದಲ್ಲಿ ಹಕ್ಕುಗಳ <box>682 1114 835 1581</box>
story1-column-1: ದೂರ ದೃಷ್ಟಿ ವಾರ್ತಾ ಬೀದರ : ಮಕ್ಕಳಿಗೆ ಧರ್ಮ ಸಂಸ್ಕೃತಿ, ನ್ಯಾಯ, ನೀತಿ ಉಳ್ಳ ಶಿಕ್ಷಣ ಕಲಿಸುವುದು ತುಂಬಾ ಅವಶ್ಯಕ ವಾಗಿದೆ ಎಂದು ಹುಮನಾಬಾದ ತಹಸೀಲ್ದಾರ್ ಜಗದೀಶ ಎಸ್ ಚೌರ ಅವರು ನುಡಿದರು. ಬೀದರ ಬಸವಕೇಂದ್ರ ಆಯೋಜಿಸಿದ ಜಿಲ್ಲಾ ಮಟ್ಟದ ಶಿಕ್ಷಕರ ದಿನಾಚರಣೆ ಹಾಗೂ ಶರಣ ತತ್ತ್ವ ದರ್ಶನದ ಪ್ರವಚನ ಸಮಾರೋಪದಲ್ಲಿ ಜಗದೀಶ ಅವರು ಮಾತನಾಡುತ್ತ ಗುರು ಶಿಷ್ಯ ಸಂಬಂಧ ಚಿರಾಗಿರಬೇಕು. ಶಿಕ್ಷಕ ಹುದ್ದೆ ಅತ್ಯಂತ ಪವಿತ್ರವಾಗಿದೆ. ಎಲ್ಲದರ ಗೌರವ ಶಿಕ್ಷಕರಿಗೆ ಲಭಿಸುತ್ತದೆ. ಅನೇಕ ಮಕ್ಕಳು <box>197 563 342 887</box>
story1-headline: ಧರ್ಮ, ನ್ಯಾಯ, ನೀತಿ ಆಧಾರಿತ ಶಿಕ್ಷಣ ಬೇಕು-ಜಗದೀಶ್ ಎಸ್ ಚೌರ್ <box>195 226 944 269</box>
